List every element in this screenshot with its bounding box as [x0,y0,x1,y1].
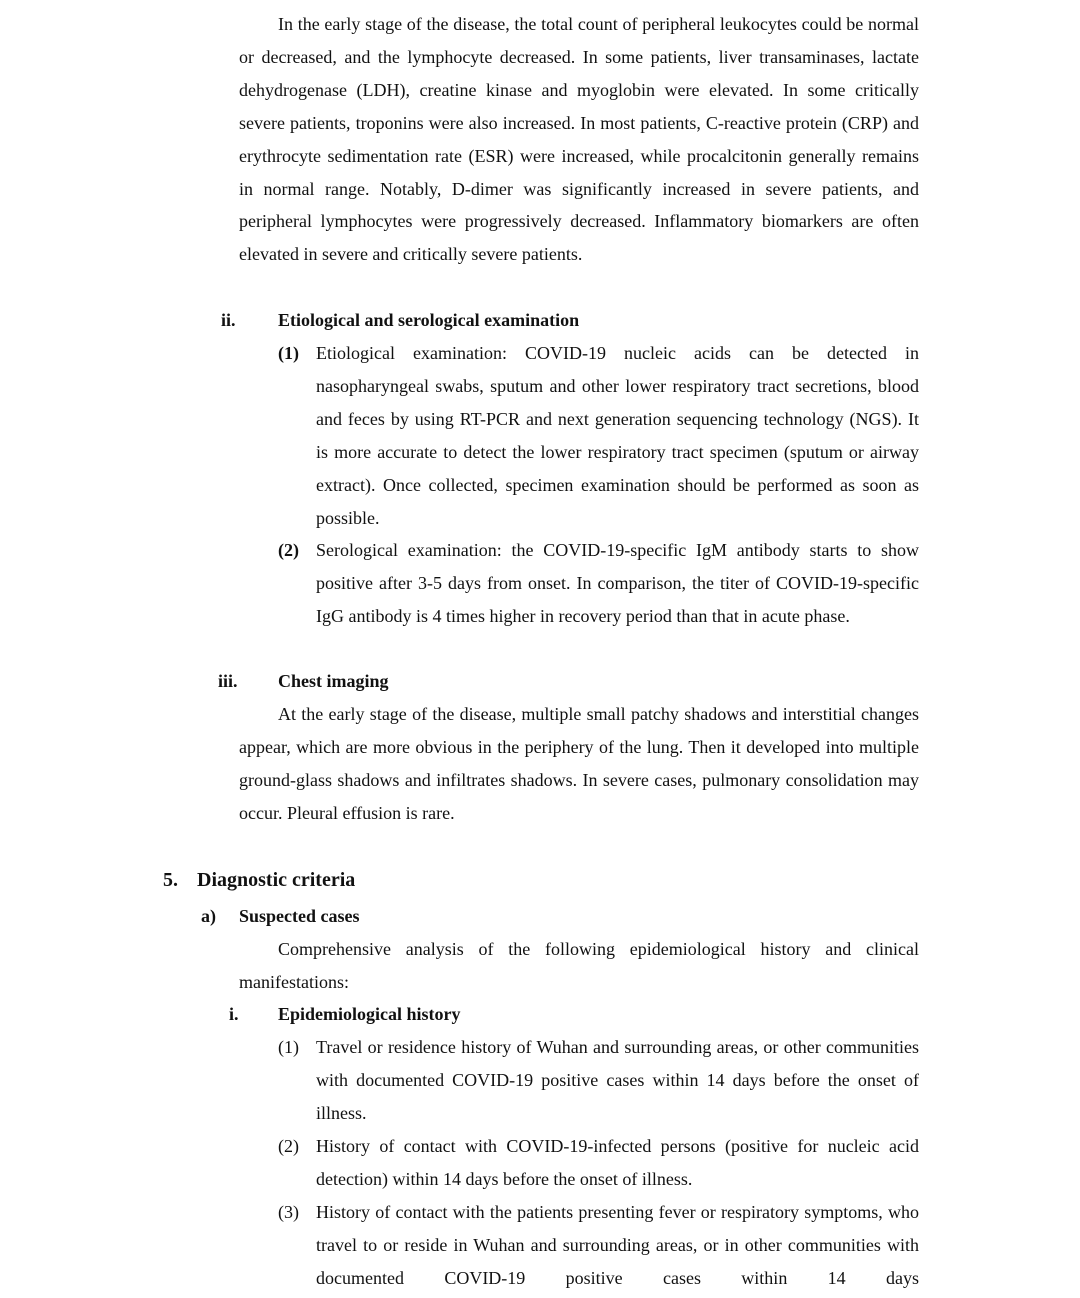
section-ii-title: Etiological and serological examination [278,310,580,330]
section-ii-item-1-number: (1) [278,343,299,363]
subsection-i-label: i. [229,1004,239,1024]
subsection-i-title: Epidemiological history [278,1004,461,1024]
section-ii-label: ii. [221,310,236,330]
section-ii-item-1-text: Etiological examination: COVID-19 nucleic acids can be detected in nasopharyngeal swabs, sputum and other lower respiratory tract secretions, blood and feces by using RT-PCR and next generation sequencing technology (NGS). It is more accurate to detect the lower respiratory tract specimen (sputum or airway extract). Once collected, specimen examination should be performed as soon as possible. [316,343,919,528]
lab-findings-paragraph: In the early stage of the disease, the total count of peripheral leukocytes could be normal or decreased, and the lymphocyte decreased. In some patients, liver transaminases, lactate dehydrogenase (LDH), creatine kinase and myoglobin were elevated. In some critically severe patients, troponins were also increased. In most patients, C-reactive protein (CRP) and erythrocyte sedimentation rate (ESR) were increased, while procalcitonin generally remains in normal range. Notably, D-dimer was significantly increased in severe patients, and peripheral lymphocytes were progressively decreased. Inflammatory biomarkers are often elevated in severe and critically severe patients. [239,14,919,265]
section-5-number: 5. [163,869,178,891]
section-5-title: Diagnostic criteria [197,869,356,891]
epi-item-1-number: (1) [278,1037,299,1057]
epi-item-3-number: (3) [278,1202,299,1222]
section-ii-item-2-text: Serological examination: the COVID-19-specific IgM antibody starts to show positive after 3-5 days from onset. In comparison, the titer of COVID-19-specific IgG antibody is 4 times higher in recovery period than that in acute phase. [316,540,919,626]
epi-item-1-text: Travel or residence history of Wuhan and surrounding areas, or other communities with documented COVID-19 positive cases within 14 days before the onset of illness. [316,1037,919,1123]
subsection-a-title: Suspected cases [239,906,360,926]
suspected-cases-intro: Comprehensive analysis of the following epidemiological history and clinical manifestations: [239,939,919,992]
section-iii-label: iii. [218,671,238,691]
epi-item-2-number: (2) [278,1136,299,1156]
section-ii-item-2-number: (2) [278,540,299,560]
chest-imaging-paragraph: At the early stage of the disease, multiple small patchy shadows and interstitial changes appear, which are more obvious in the periphery of the lung. Then it developed into multiple ground-glass shadows and infiltrates shadows. In severe cases, pulmonary consolidation may occur. Pleural effusion is rare. [239,704,919,823]
epi-item-3-text: History of contact with the patients presenting fever or respiratory symptoms, who travel to or reside in Wuhan and surrounding areas, or in other communities with documented COVID-19 positive cases within 14 days [316,1202,919,1288]
subsection-a-label: a) [201,906,216,926]
section-iii-title: Chest imaging [278,671,389,691]
epi-item-2-text: History of contact with COVID-19-infected persons (positive for nucleic acid detection) within 14 days before the onset of illness. [316,1136,919,1189]
